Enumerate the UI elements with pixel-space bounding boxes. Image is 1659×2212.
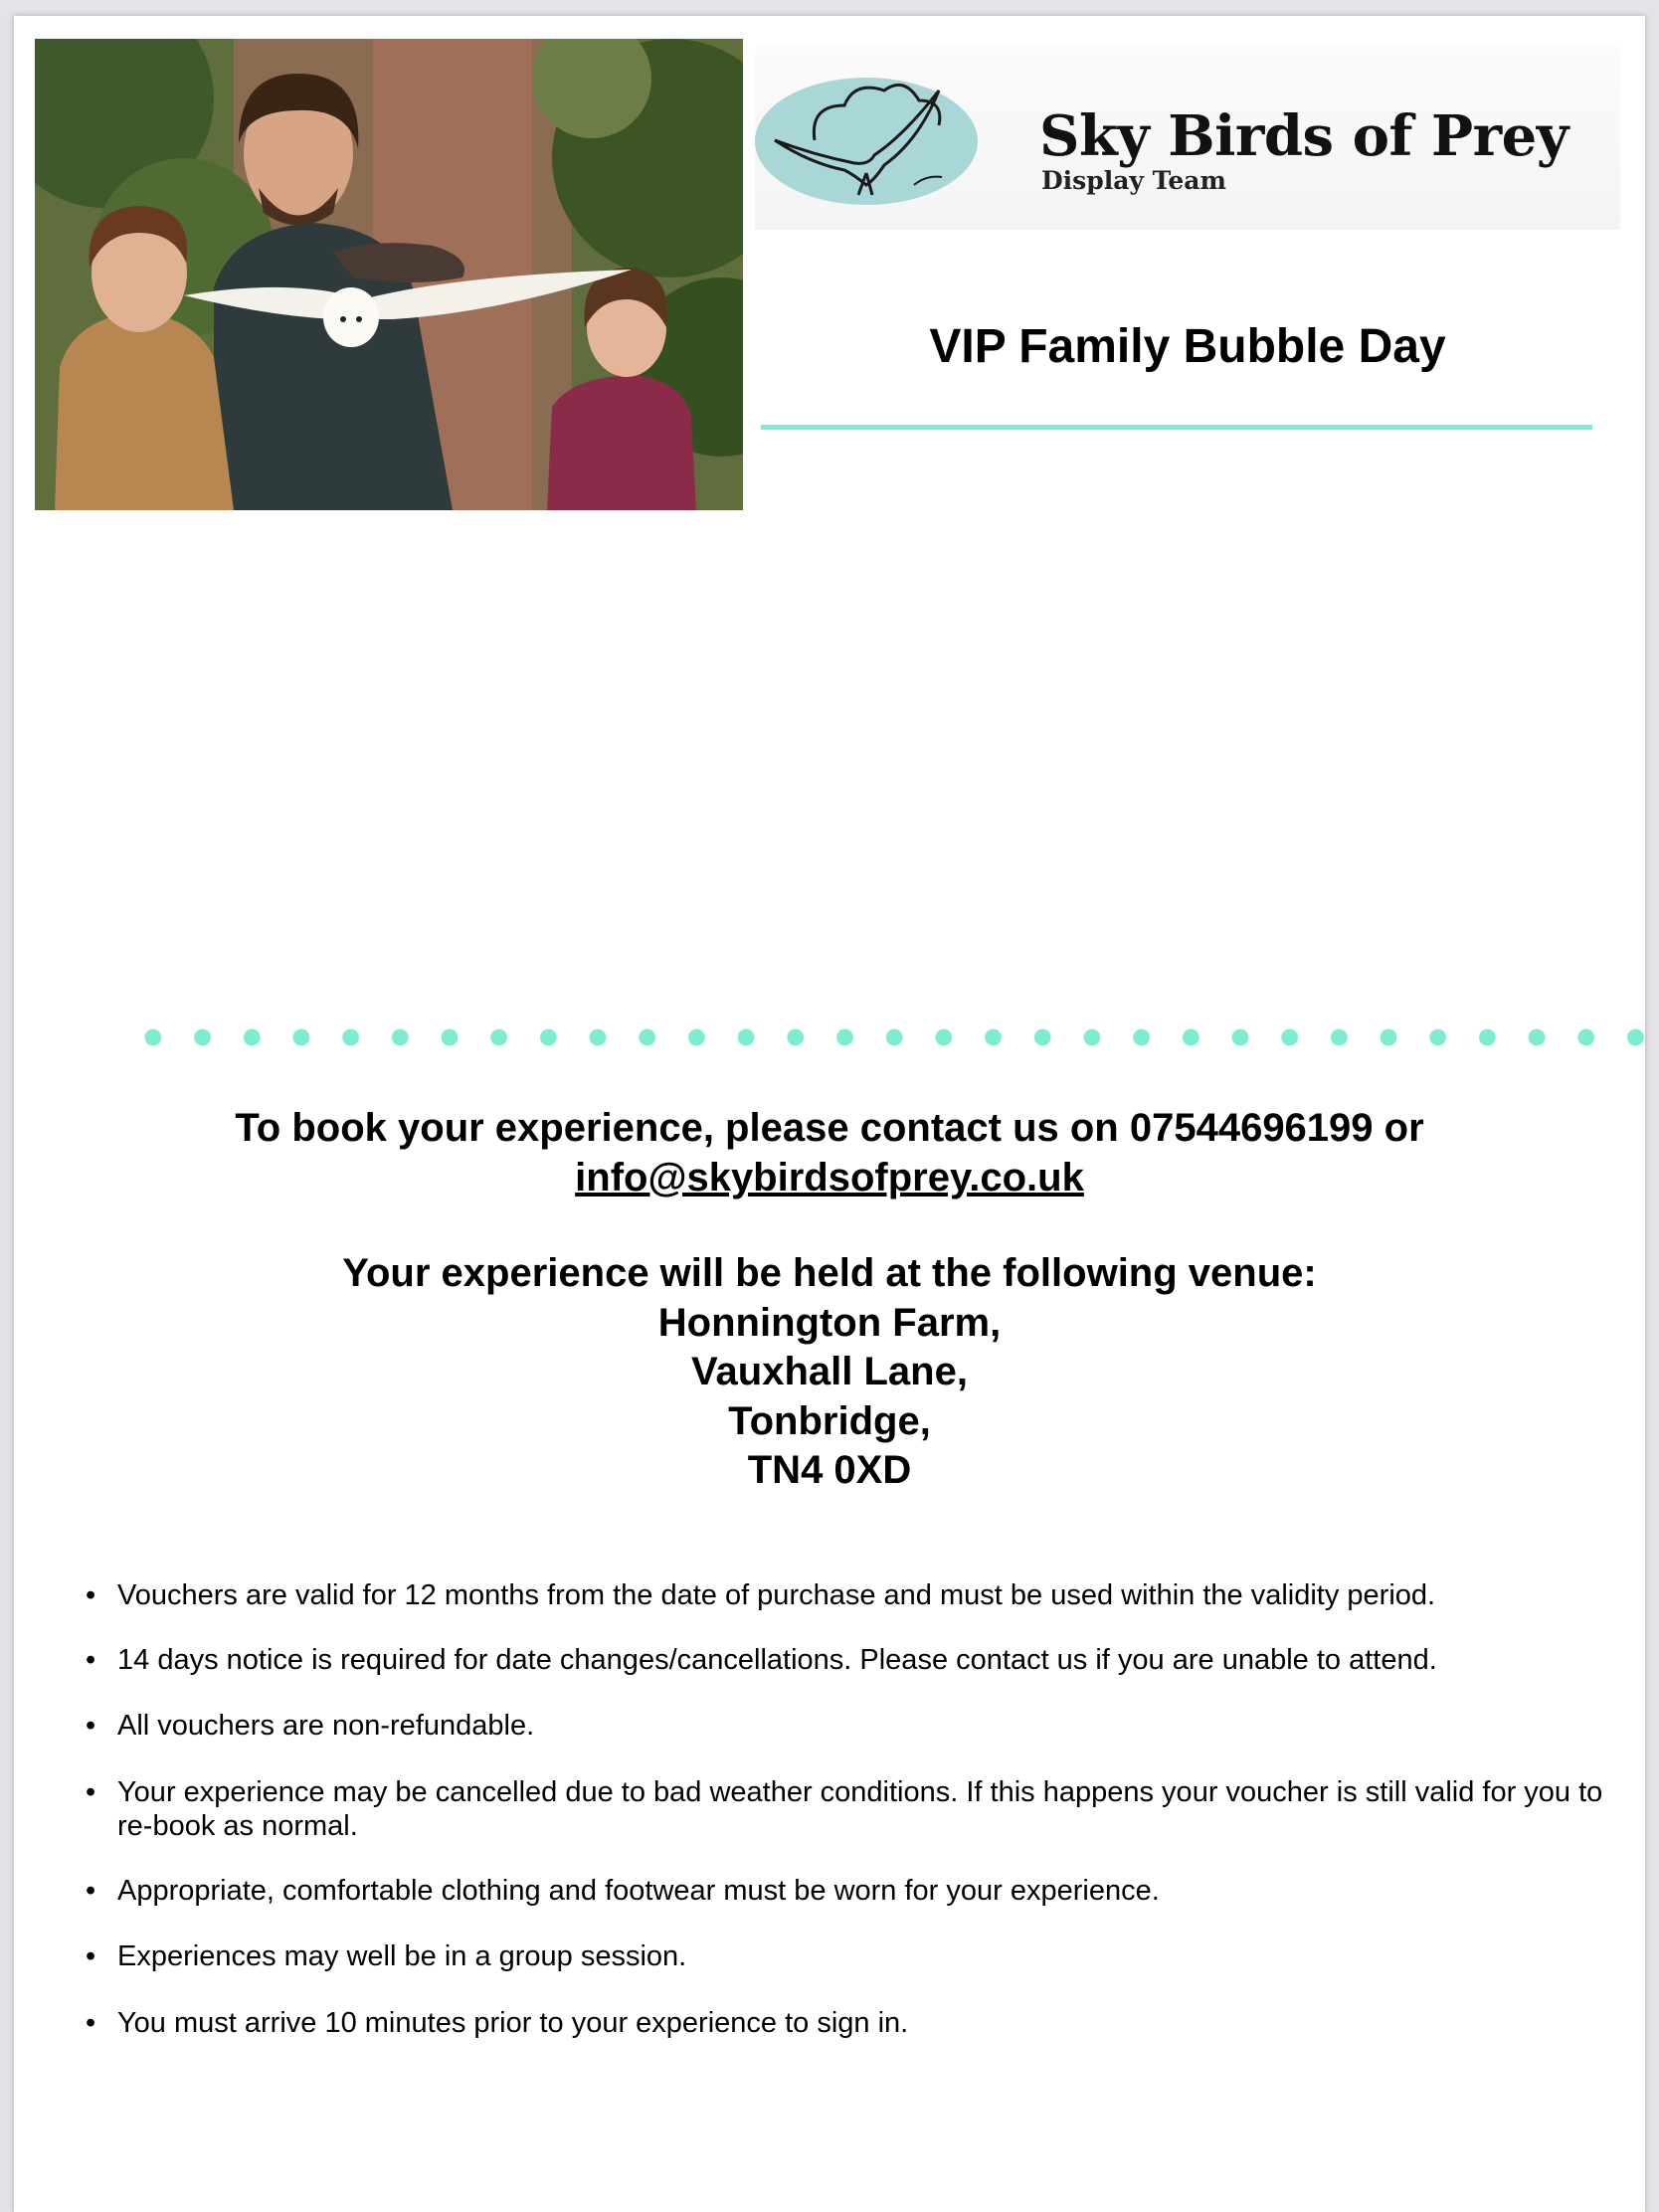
terms-item: • All vouchers are non-refundable. bbox=[117, 1709, 1629, 1743]
terms-item: • Experiences may well be in a group session. bbox=[117, 1939, 1629, 1973]
bird-cloud-emblem-icon bbox=[755, 46, 994, 230]
terms-item: • You must arrive 10 minutes prior to your experience to sign in. bbox=[117, 2006, 1629, 2040]
voucher-page bbox=[14, 16, 1645, 2212]
venue-block bbox=[14, 1249, 1645, 1496]
logo-tagline: Display Team bbox=[1041, 166, 1226, 195]
brand-logo bbox=[755, 46, 1620, 230]
logo-brand-name: Sky Birds of Prey bbox=[1039, 103, 1568, 169]
terms-item: • Appropriate, comfortable clothing and footwear must be worn for your experience. bbox=[117, 1874, 1629, 1908]
venue-address-line: Vauxhall Lane, bbox=[691, 1350, 968, 1393]
booking-contact bbox=[14, 1103, 1645, 1202]
terms-item: • 14 days notice is required for date changes/cancellations. Please contact us if you are unable to attend. bbox=[117, 1643, 1629, 1677]
booking-contact-text: To book your experience, please contact us on 07544696199 or bbox=[235, 1106, 1424, 1150]
title-divider bbox=[761, 425, 1592, 430]
page-title: VIP Family Bubble Day bbox=[929, 320, 1446, 373]
venue-address-line: Honnington Farm, bbox=[657, 1300, 1002, 1345]
venue-address-line: Tonbridge, bbox=[728, 1398, 931, 1443]
contact-email-link[interactable]: info@skybirdsofprey.co.uk bbox=[575, 1156, 1084, 1199]
terms-item: • Vouchers are valid for 12 months from the date of purchase and must be used within the validity period. bbox=[117, 1578, 1629, 1612]
hero-photo bbox=[35, 39, 743, 510]
venue-heading: Your experience will be held at the following venue: bbox=[342, 1251, 1317, 1295]
dotted-divider bbox=[128, 1026, 1645, 1048]
venue-address-line: TN4 0XD bbox=[747, 1448, 912, 1492]
terms-item: • Your experience may be cancelled due to bad weather conditions. If this happens your voucher is still valid for you to re-book as normal. bbox=[117, 1775, 1629, 1843]
